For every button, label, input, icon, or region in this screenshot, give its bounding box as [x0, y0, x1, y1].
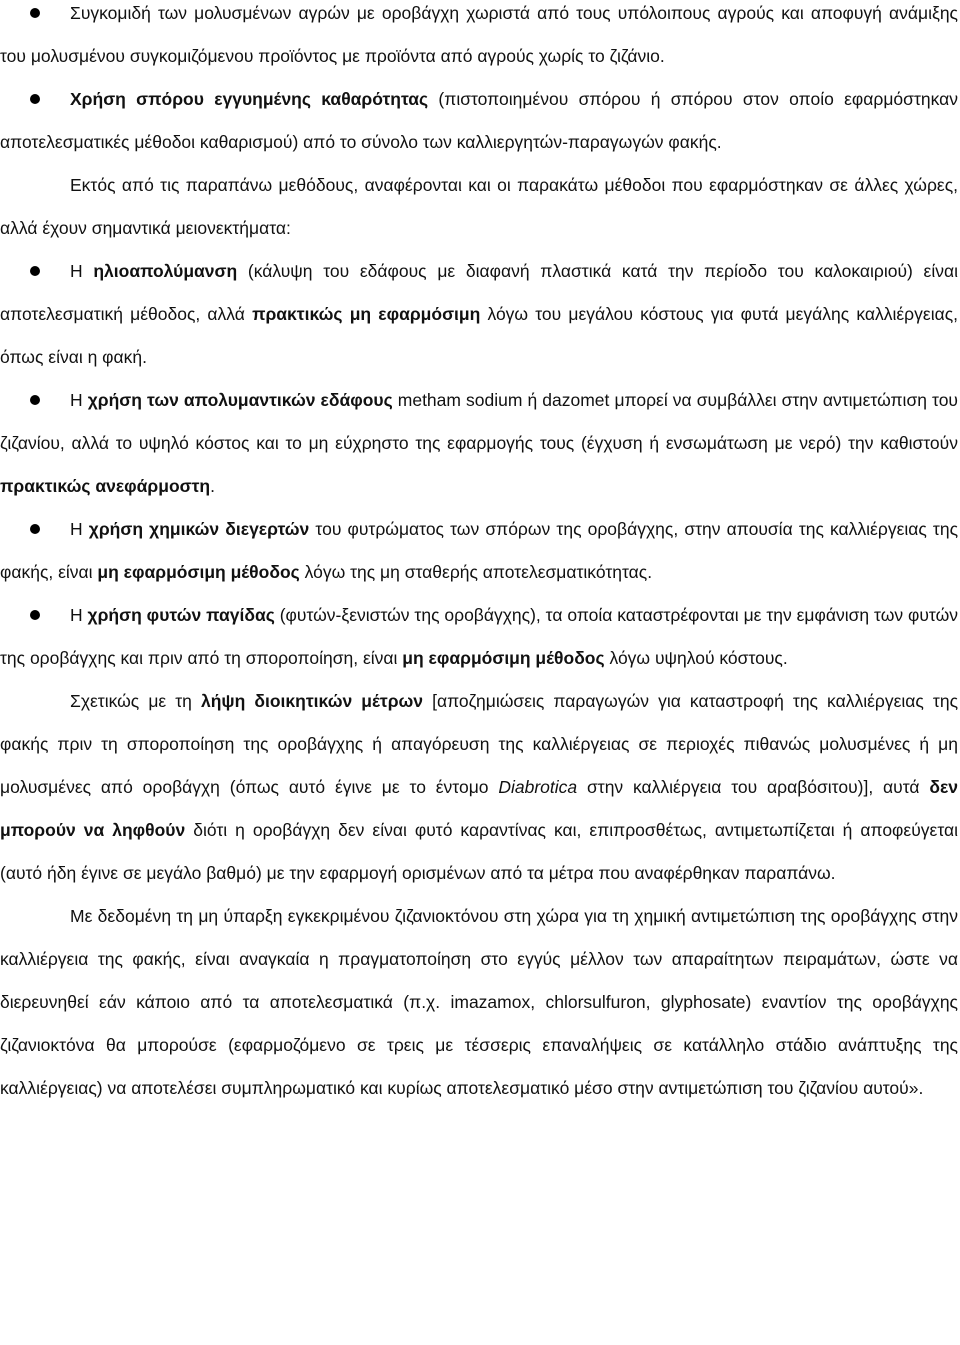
italic-term-text: Diabrotica	[498, 777, 578, 797]
bold-emphasis-text: χρήση χημικών διεγερτών	[88, 519, 310, 539]
bullet-text	[0, 3, 958, 66]
body-text-run: Η	[70, 390, 88, 410]
body-text-run: λόγω του μεγάλου κόστους για φυτά μεγάλης καλλιέργειας, όπως είναι η φακή.	[0, 304, 958, 367]
body-text-run: Η	[70, 605, 88, 625]
bullet-text	[0, 89, 958, 152]
bullet-icon	[30, 610, 40, 620]
body-text-run: Η	[70, 519, 89, 539]
body-text-run: Συγκομιδή των μολυσμένων αγρών με οροβάγχη χωριστά από τους υπόλοιπους αγρούς και αποφυγή ανάμιξης του μολυσμένου συγκομιζόμενου προϊόντος με προϊόντα από αγρούς χωρίς το ζιζάνιο.	[0, 3, 958, 66]
body-text-run: metham sodium ή dazomet μπορεί να συμβάλλει στην αντιμετώπιση του ζιζανίου, αλλά το υψηλό κόστος και το μη εύχρηστο της εφαρμογής τους (έγχυση ή ενσωμάτωση με νερό) την καθιστούν	[0, 390, 958, 453]
bullet-icon	[30, 524, 40, 534]
body-text-run: Η	[70, 261, 94, 281]
bullet-text	[0, 605, 958, 668]
bold-emphasis-text: μη εφαρμόσιμη μέθοδος	[402, 648, 605, 668]
bullet-item-certified-seed	[0, 78, 958, 164]
bold-emphasis-text: ηλιοαπολύμανση	[93, 261, 238, 281]
body-text-run: (πιστοποιημένου σπόρου ή σπόρου στον οποίο εφαρμόστηκαν αποτελεσματικές μέθοδοι καθαρισμού) από το σύνολο των καλλιεργητών-παραγωγών φακής.	[0, 89, 958, 152]
body-text-run: στην καλλιέργεια του αραβόσιτου)], αυτά	[577, 777, 930, 797]
bullet-text	[0, 390, 958, 496]
herbicide-research-paragraph: Με δεδομένη τη μη ύπαρξη εγκεκριμένου ζιζανιοκτόνου στη χώρα για τη χημική αντιμετώπιση της οροβάγχης στην καλλιέργεια της φακής, είναι αναγκαία η πραγματοποίηση στο εγγύς μέλλον των απαραίτητων πειραμάτων, ώστε να διερευνηθεί εάν κάποιο από τα αποτελεσματικά (π.χ. imazamox, chlorsulfuron, glyphosate) εναντίον της οροβάγχης ζιζανιοκτόνα θα μπορούσε (εφαρμοζόμενο σε τρεις με τέσσερις επαναλήψεις σε κατάλληλο στάδιο ανάπτυξης της καλλιέργειας) να αποτελέσει συμπληρωματικό και κυρίως αποτελεσματικό μέσο στην αντιμετώπιση του ζιζανίου αυτού».	[0, 906, 958, 1098]
administrative-measures-paragraph	[0, 680, 958, 895]
bullet-icon	[30, 266, 40, 276]
bullet-item-trap-crops	[0, 594, 958, 680]
body-text-run: λόγω της μη σταθερής αποτελεσματικότητας.	[299, 562, 653, 582]
body-text-run: Σχετικώς με τη	[70, 691, 201, 711]
bold-emphasis-text: πρακτικώς ανεφάρμοστη	[0, 476, 211, 496]
bold-emphasis-text: πρακτικώς μη εφαρμόσιμη	[252, 304, 481, 324]
bullet-item-harvest-separately	[0, 0, 958, 78]
bullet-icon	[30, 8, 40, 18]
body-text-run: (φυτών-ξενιστών της οροβάγχης), τα οποία καταστρέφονται με την εμφάνιση των φυτών της οροβάγχης και πριν από τη σποροποίηση, είναι	[0, 605, 958, 668]
bullet-icon	[30, 94, 40, 104]
body-text-run: διότι η οροβάγχη δεν είναι φυτό καραντίνας και, επιπροσθέτως, αντιμετωπίζεται ή αποφεύγεται (αυτό ήδη έγινε σε μεγάλο βαθμό) με την εφαρμογή ορισμένων από τα μέτρα που αναφέρθηκαν παραπάνω.	[0, 820, 958, 883]
body-text-run: .	[210, 476, 215, 496]
bullet-item-soil-fumigants	[0, 379, 958, 508]
body-text-run: (κάλυψη του εδάφους με διαφανή πλαστικά κατά την περίοδο του καλοκαιριού) είναι αποτελεσματική μέθοδος, αλλά	[0, 261, 958, 324]
bullet-text	[0, 519, 958, 582]
bold-emphasis-text: δεν μπορούν να ληφθούν	[0, 777, 958, 840]
bold-emphasis-text: λήψη διοικητικών μέτρων	[201, 691, 424, 711]
intro-paragraph: Εκτός από τις παραπάνω μεθόδους, αναφέρονται και οι παρακάτω μέθοδοι που εφαρμόστηκαν σε άλλες χώρες, αλλά έχουν σημαντικά μειονεκτήματα:	[0, 175, 958, 238]
bold-emphasis-text: μη εφαρμόσιμη μέθοδος	[97, 562, 300, 582]
bullet-item-solarization	[0, 250, 958, 379]
bold-emphasis-text: Χρήση σπόρου εγγυημένης καθαρότητας	[70, 89, 429, 109]
bullet-text	[0, 261, 958, 367]
body-text-run: του φυτρώματος των σπόρων της οροβάγχης, στην απουσία της καλλιέργειας της φακής, είναι	[0, 519, 959, 582]
body-text-run: λόγω υψηλού κόστους.	[604, 648, 788, 668]
bold-emphasis-text: χρήση των απολυμαντικών εδάφους	[87, 390, 393, 410]
bold-emphasis-text: χρήση φυτών παγίδας	[87, 605, 275, 625]
bullet-icon	[30, 395, 40, 405]
body-text-run: [αποζημιώσεις παραγωγών για καταστροφή της καλλιέργειας της φακής πριν τη σποροποίηση της οροβάγχης ή απαγόρευση της καλλιέργειας σε περιοχές πιθανώς μολυσμένες ή μη μολυσμένες από οροβάγχη (όπως αυτό έγινε με το έντομο	[0, 691, 958, 797]
bullet-item-chemical-stimulants	[0, 508, 958, 594]
